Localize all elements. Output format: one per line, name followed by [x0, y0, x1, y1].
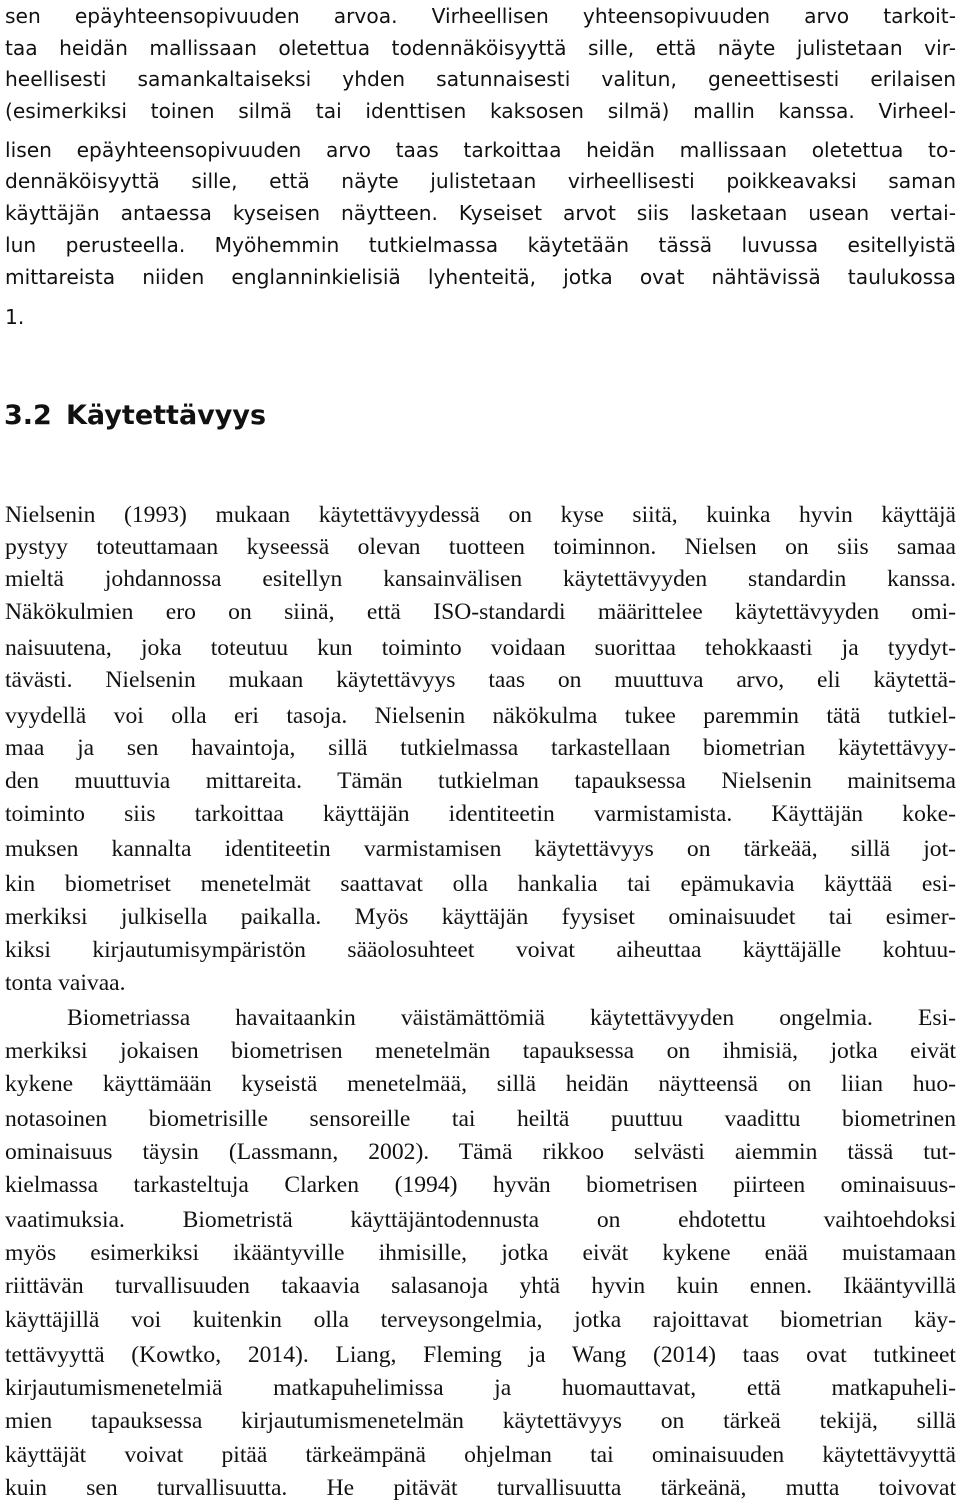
paragraph-line: kuin sen turvallisuutta. He pitävät turvallisuutta tärkeänä, mutta toivovat	[5, 1475, 956, 1501]
paragraph-line: lun perusteella. Myöhemmin tutkielmassa käytetään tässä luvussa esitellyistä	[5, 233, 956, 257]
paragraph-line: naisuutena, joka toteutuu kun toiminto voidaan suorittaa tehokkaasti ja tyydyt-	[5, 635, 956, 661]
paragraph-line: kiksi kirjautumisympäristön sääolosuhteet voivat aiheuttaa käyttäjälle kohtuu-	[5, 937, 956, 963]
paragraph-line: kielmassa tarkasteltuja Clarken (1994) hyvän biometrisen piirteen ominaisuus-	[5, 1172, 956, 1198]
paragraph-line: muksen kannalta identiteetin varmistamisen käytettävyys on tärkeää, sillä jot-	[5, 836, 956, 862]
paragraph-line: vaatimuksia. Biometristä käyttäjäntodennusta on ehdotettu vaihtoehdoksi	[5, 1207, 956, 1233]
section-number: 3.2	[4, 400, 52, 431]
paragraph-line: kin biometriset menetelmät saattavat olla hankalia tai epämukavia käyttää esi-	[5, 871, 956, 897]
paragraph-line: kirjautumismenetelmiä matkapuhelimissa ja huomauttavat, että matkapuheli-	[5, 1375, 956, 1401]
paragraph-line: mieltä johdannossa esitellyn kansainvälisen käytettävyyden standardin kanssa.	[5, 566, 956, 592]
paragraph-line: käyttäjän antaessa kyseisen näytteen. Kyseiset arvot siis lasketaan usean vertai-	[5, 201, 956, 225]
paragraph-line: sen epäyhteensopivuuden arvoa. Virheellisen yhteensopivuuden arvo tarkoit-	[5, 4, 956, 28]
paragraph-line: myös esimerkiksi ikääntyville ihmisille, jotka eivät kykene enää muistamaan	[5, 1240, 956, 1266]
paragraph-line: lisen epäyhteensopivuuden arvo taas tarkoittaa heidän mallissaan oletettua to-	[5, 138, 956, 162]
paragraph-line: den muuttuvia mittareita. Tämän tutkielman tapauksessa Nielsenin mainitsema	[5, 768, 956, 794]
paragraph-line: tettävyyttä (Kowtko, 2014). Liang, Fleming ja Wang (2014) taas ovat tutkineet	[5, 1342, 956, 1368]
paragraph-line: taa heidän mallissaan oletettua todennäköisyyttä sille, että näyte julistetaan vir-	[5, 36, 956, 60]
section-heading	[4, 398, 266, 434]
paragraph-line: dennäköisyyttä sille, että näyte julistetaan virheellisesti poikkeavaksi saman	[5, 169, 956, 193]
paragraph-line: maa ja sen havaintoja, sillä tutkielmassa tarkastellaan biometrian käytettävyy-	[5, 735, 956, 761]
paragraph-line: (esimerkiksi toinen silmä tai identtisen kaksosen silmä) mallin kanssa. Virheel-	[5, 99, 956, 123]
paragraph-line: merkiksi julkisella paikalla. Myös käyttäjän fyysiset ominaisuudet tai esimer-	[5, 904, 956, 930]
paragraph-line: Näkökulmien ero on siinä, että ISO-standardi määrittelee käytettävyyden omi-	[5, 599, 956, 625]
paragraph-line: merkiksi jokaisen biometrisen menetelmän tapauksessa on ihmisiä, jotka eivät	[5, 1038, 956, 1064]
paragraph-line: 1.	[5, 305, 25, 329]
paragraph-line: mittareista niiden englanninkielisiä lyhenteitä, jotka ovat nähtävissä taulukossa	[5, 265, 956, 289]
paragraph-line: mien tapauksessa kirjautumismenetelmän käytettävyys on tärkeä tekijä, sillä	[5, 1408, 956, 1434]
paragraph-line: käyttäjät voivat pitää tärkeämpänä ohjelman tai ominaisuuden käytettävyyttä	[5, 1442, 956, 1468]
paragraph-line: kykene käyttämään kyseistä menetelmää, sillä heidän näytteensä on liian huo-	[5, 1071, 956, 1097]
section-title: Käytettävyys	[66, 400, 267, 431]
paragraph-line: toiminto siis tarkoittaa käyttäjän identiteetin varmistamista. Käyttäjän koke-	[5, 801, 956, 827]
paragraph-line: Nielsenin (1993) mukaan käytettävyydessä on kyse siitä, kuinka hyvin käyttäjä	[5, 502, 956, 528]
paragraph-line: Biometriassa havaitaankin väistämättömiä käytettävyyden ongelmia. Esi-	[67, 1005, 956, 1031]
paragraph-line: tonta vaivaa.	[5, 970, 126, 996]
paragraph-line: pystyy toteuttamaan kyseessä olevan tuotteen toiminnon. Nielsen on siis samaa	[5, 534, 956, 560]
paragraph-line: notasoinen biometrisille sensoreille tai heiltä puuttuu vaadittu biometrinen	[5, 1106, 956, 1132]
paragraph-line: riittävän turvallisuuden takaavia salasanoja yhtä hyvin kuin ennen. Ikääntyvillä	[5, 1273, 956, 1299]
paragraph-line: tävästi. Nielsenin mukaan käytettävyys taas on muuttuva arvo, eli käytettä-	[5, 667, 956, 693]
paragraph-line: käyttäjillä voi kuitenkin olla terveysongelmia, jotka rajoittavat biometrian käy-	[5, 1307, 956, 1333]
paragraph-line: vyydellä voi olla eri tasoja. Nielsenin näkökulma tukee paremmin tätä tutkiel-	[5, 703, 956, 729]
paragraph-line: ominaisuus täysin (Lassmann, 2002). Tämä rikkoo selvästi aiemmin tässä tut-	[5, 1139, 956, 1165]
paragraph-line: heellisesti samankaltaiseksi yhden satunnaisesti valitun, geneettisesti erilaisen	[5, 67, 956, 91]
